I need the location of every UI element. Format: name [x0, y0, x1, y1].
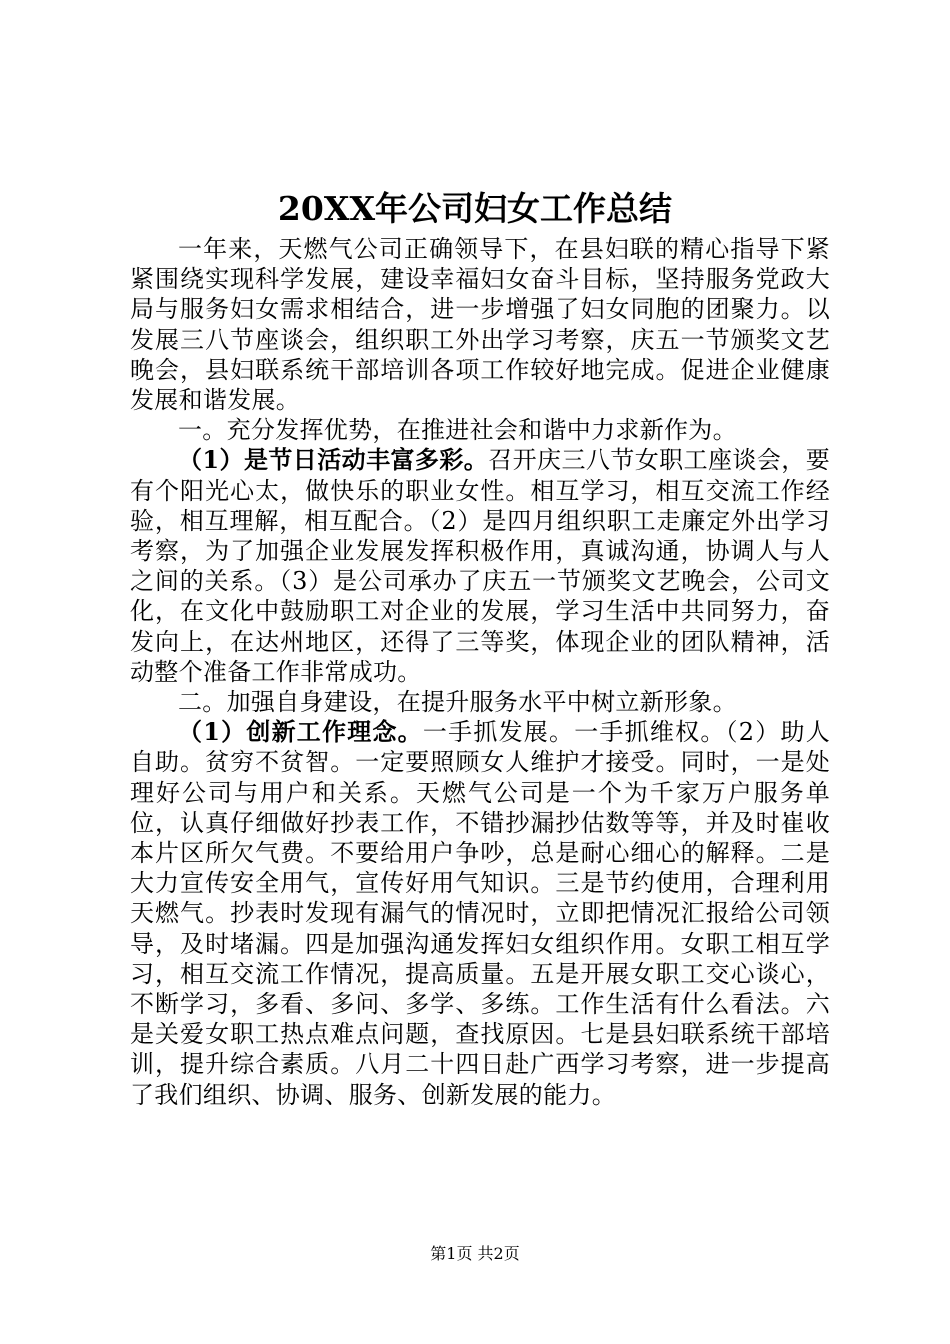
- document-body: [130, 234, 830, 1110]
- intro-paragraph: 一年来，天燃气公司正确领导下，在县妇联的精心指导下紧紧围绕实现科学发展，建设幸福妇女奋斗目标，坚持服务党政大局与服务妇女需求相结合，进一步增强了妇女同胞的团聚力。以发展三八节座谈会，组织职工外出学习考察，庆五一节颁奖文艺晚会，县妇联系统干部培训各项工作较好地完成。促进企业健康发展和谐发展。: [130, 235, 830, 415]
- section-2-text: 一手抓发展。一手抓维权。（2）助人自助。贫穷不贫智。一定要照顾女人维护才接受。同时，一是处理好公司与用户和关系。天燃气公司是一个为千家万户服务单位，认真仔细做好抄表工作，不错抄漏抄估数等等，并及时崔收本片区所欠气费。不要给用户争吵，总是耐心细心的解释。二是大力宣传安全用气，宣传好用气知识。三是节约使用，合理利用天燃气。抄表时发现有漏气的情况时，立即把情况汇报给公司领导，及时堵漏。四是加强沟通发挥妇女组织作用。女职工相互学习，相互交流工作情况，提高质量。五是开展女职工交心谈心，不断学习，多看、多问、多学、多练。工作生活有什么看法。六是关爱女职工热点难点问题，查找原因。七是县妇联系统干部培训，提升综合素质。八月二十四日赴广西学习考察，进一步提高了我们组织、协调、服务、创新发展的能力。: [130, 718, 830, 1109]
- section-2-heading: 二。加强自身建设，在提升服务水平中树立新形象。: [178, 688, 737, 717]
- section-1-text: 召开庆三八节女职工座谈会，要有个阳光心太，做快乐的职业女性。相互学习，相互交流工作经验，相互理解，相互配合。（2）是四月组织职工走廉定外出学习考察，为了加强企业发展发挥积极作用，真诚沟通，协调人与人之间的关系。（3）是公司承办了庆五一节颁奖文艺晚会，公司文化，在文化中鼓励职工对企业的发展，学习生活中共同努力，奋发向上，在达州地区，还得了三等奖，体现企业的团队精神，活动整个准备工作非常成功。: [130, 446, 830, 686]
- section-1-heading: 一。充分发挥优势，在推进社会和谐中力求新作为。: [178, 416, 737, 445]
- page-number-footer: 第1页 共2页: [430, 1244, 520, 1263]
- section-1-paragraph: [130, 445, 830, 687]
- section-2-lead: （1）创新工作理念。: [178, 717, 423, 747]
- page-title: 20XX年公司妇女工作总结: [277, 189, 673, 228]
- section-1-lead: （1）是节日活动丰富多彩。: [178, 445, 489, 475]
- section-2-paragraph: [130, 717, 830, 1110]
